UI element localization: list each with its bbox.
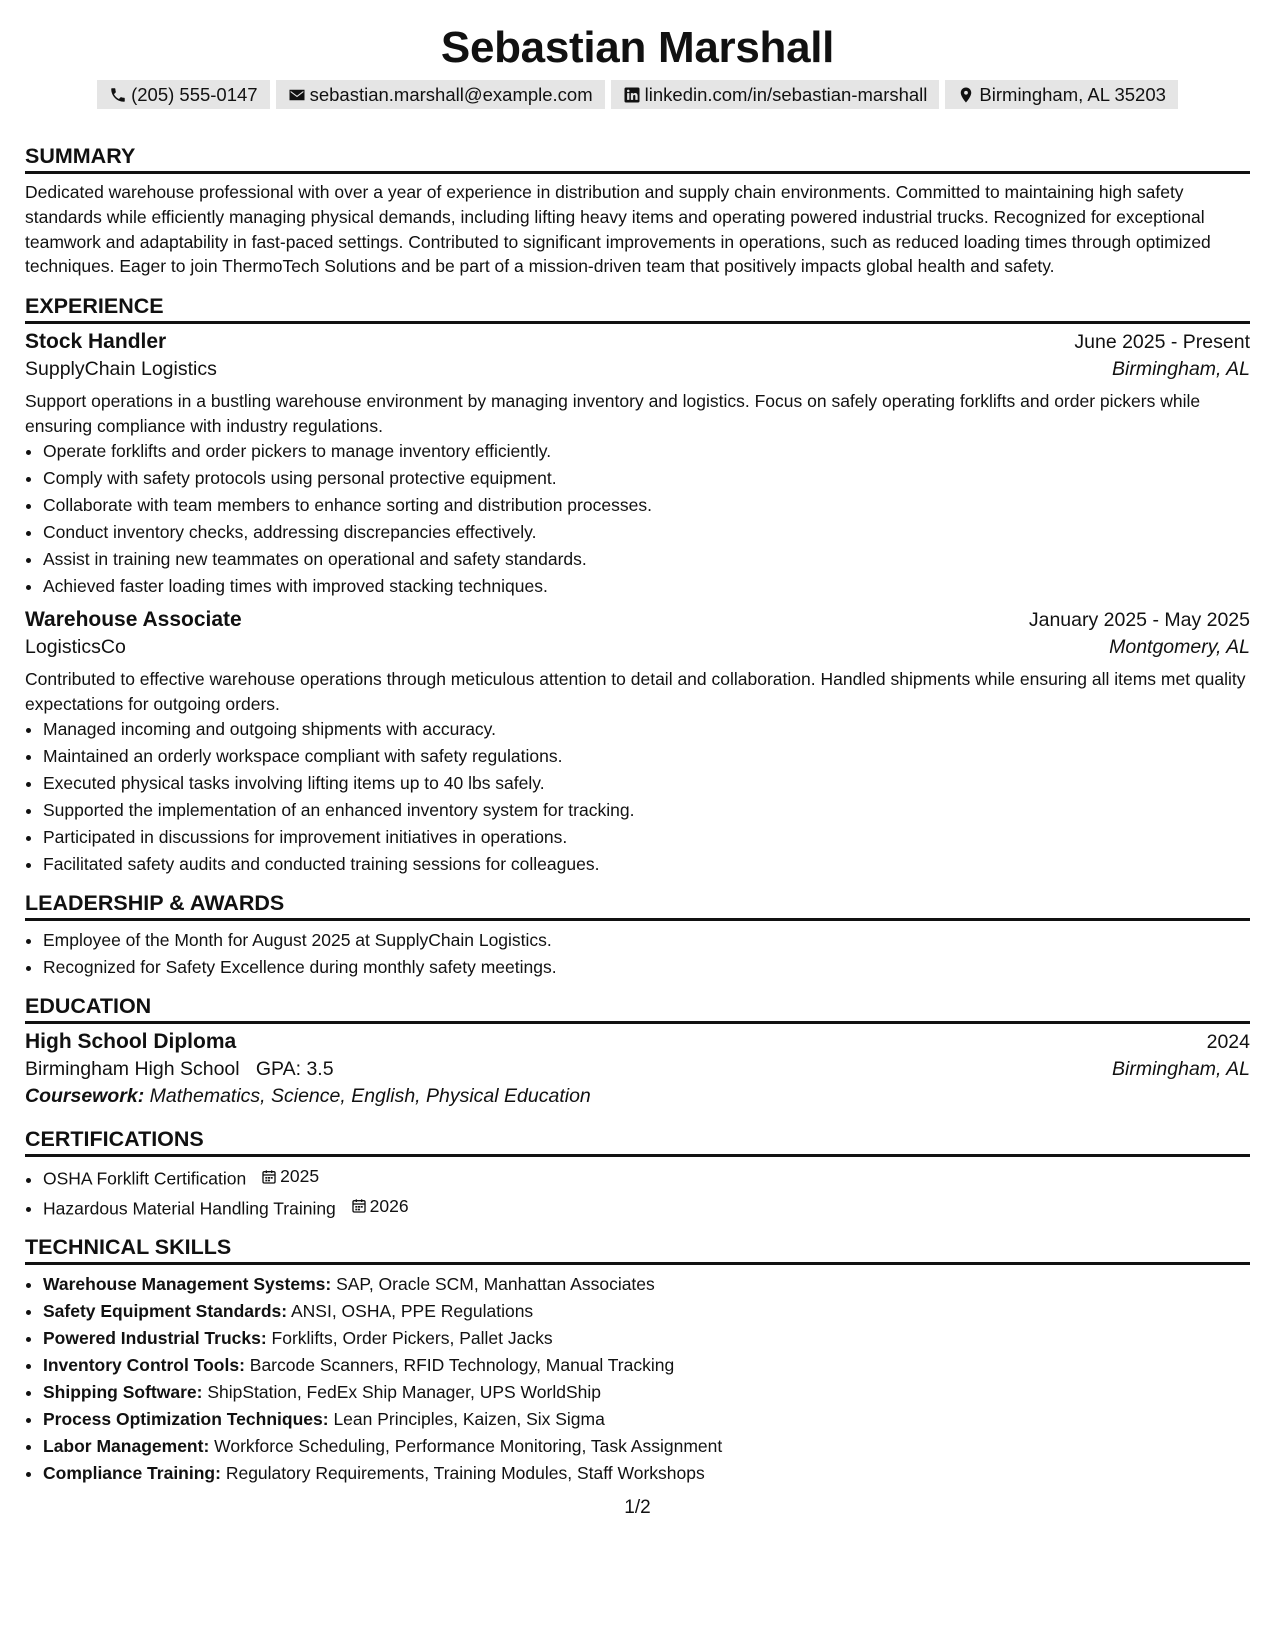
skill-label: Shipping Software: bbox=[43, 1382, 203, 1403]
degree-title: High School Diploma bbox=[25, 1030, 237, 1054]
calendar-icon bbox=[261, 1169, 277, 1185]
list-item: • Conduct inventory checks, addressing discrepancies effectively. bbox=[43, 519, 1250, 546]
list-item bbox=[43, 1163, 1250, 1193]
section-title-education: EDUCATION bbox=[25, 994, 152, 1019]
job-entry bbox=[25, 330, 1250, 600]
job-description: Support operations in a bustling warehouse environment by managing inventory and logistics. Focus on safely operating forklifts and order pickers while ensuring compliance with industry regulations. bbox=[25, 391, 1201, 436]
contact-linkedin[interactable] bbox=[611, 80, 940, 109]
section-divider bbox=[25, 918, 1250, 921]
contact-email[interactable] bbox=[276, 80, 605, 109]
skill-value: Regulatory Requirements, Training Modules, Staff Workshops bbox=[225, 1463, 705, 1484]
list-item bbox=[43, 1433, 1250, 1460]
certifications-section bbox=[25, 1126, 1250, 1222]
section-divider bbox=[25, 1154, 1250, 1157]
phone-icon bbox=[109, 86, 127, 104]
list-item: • Managed incoming and outgoing shipments with accuracy. bbox=[43, 716, 1250, 743]
linkedin-icon bbox=[623, 86, 641, 104]
contact-bar bbox=[25, 80, 1250, 109]
school-line bbox=[25, 1058, 334, 1081]
calendar-icon bbox=[351, 1198, 367, 1214]
section-divider bbox=[25, 321, 1250, 324]
job-company: SupplyChain Logistics bbox=[25, 358, 217, 381]
summary-section bbox=[25, 143, 1250, 279]
education-section bbox=[25, 993, 1250, 1108]
coursework-text: Mathematics, Science, English, Physical Education bbox=[149, 1085, 591, 1108]
skills-list bbox=[25, 1271, 1250, 1487]
leadership-section bbox=[25, 890, 1250, 981]
skill-label: Labor Management: bbox=[43, 1436, 210, 1457]
job-entry bbox=[25, 608, 1250, 878]
linkedin-text: linkedin.com/in/sebastian-marshall bbox=[644, 84, 928, 105]
experience-section bbox=[25, 293, 1250, 878]
job-title: Warehouse Associate bbox=[25, 608, 242, 632]
summary-text: Dedicated warehouse professional with over a year of experience in distribution and supply chain environments. Committed to maintaining high safety standards while efficiently managing physical demands, including lifting heavy items and operating powered industrial trucks. Recognized for exceptional teamwork and adaptability in fast-paced settings. Contributed to significant improvements in operations, such as reduced loading times through optimized techniques. Eager to join ThermoTech Solutions and be part of a mission-driven team that positively impacts global health and safety. bbox=[25, 182, 1211, 277]
section-title-summary: SUMMARY bbox=[25, 144, 136, 168]
job-description: Contributed to effective warehouse operations through meticulous attention to detail and collaboration. Handled shipments while ensuring all items met quality expectations for outgoing orders. bbox=[25, 669, 1246, 714]
skill-value: Workforce Scheduling, Performance Monitoring, Task Assignment bbox=[214, 1436, 723, 1457]
list-item bbox=[43, 1379, 1250, 1406]
contact-phone[interactable] bbox=[97, 80, 270, 109]
certification-name: Hazardous Material Handling Training bbox=[43, 1198, 336, 1219]
job-company: LogisticsCo bbox=[25, 636, 126, 659]
skills-section bbox=[25, 1234, 1250, 1487]
skill-value: SAP, Oracle SCM, Manhattan Associates bbox=[336, 1274, 655, 1295]
skill-label: Safety Equipment Standards: bbox=[43, 1301, 288, 1322]
certifications-list bbox=[25, 1163, 1250, 1222]
phone-text: (205) 555-0147 bbox=[131, 84, 258, 105]
section-divider bbox=[25, 171, 1250, 174]
section-title-leadership: LEADERSHIP & AWARDS bbox=[25, 891, 285, 916]
list-item: • Collaborate with team members to enhance sorting and distribution processes. bbox=[43, 492, 1250, 519]
skill-value: Barcode Scanners, RFID Technology, Manual Tracking bbox=[249, 1355, 675, 1376]
map-pin-icon bbox=[957, 86, 975, 104]
certification-name: OSHA Forklift Certification bbox=[43, 1168, 247, 1189]
list-item: • Comply with safety protocols using personal protective equipment. bbox=[43, 465, 1250, 492]
list-item: • Recognized for Safety Excellence during monthly safety meetings. bbox=[43, 954, 1250, 981]
skill-label: Warehouse Management Systems: bbox=[43, 1274, 332, 1295]
envelope-icon bbox=[288, 86, 306, 104]
skill-value: Lean Principles, Kaizen, Six Sigma bbox=[333, 1409, 605, 1430]
section-title-experience: EXPERIENCE bbox=[25, 294, 164, 319]
job-title: Stock Handler bbox=[25, 330, 167, 354]
skill-value: Forklifts, Order Pickers, Pallet Jacks bbox=[271, 1328, 553, 1349]
gpa: GPA: 3.5 bbox=[255, 1058, 334, 1081]
job-dates: June 2025 - Present bbox=[1074, 331, 1250, 354]
list-item: • Facilitated safety audits and conducted training sessions for colleagues. bbox=[43, 851, 1250, 878]
list-item: • Executed physical tasks involving lifting items up to 40 lbs safely. bbox=[43, 770, 1250, 797]
job-bullets bbox=[25, 716, 1250, 878]
skill-label: Inventory Control Tools: bbox=[43, 1355, 245, 1376]
list-item bbox=[43, 1298, 1250, 1325]
list-item: • Employee of the Month for August 2025 at SupplyChain Logistics. bbox=[43, 927, 1250, 954]
job-bullets bbox=[25, 438, 1250, 600]
list-item: • Supported the implementation of an enhanced inventory system for tracking. bbox=[43, 797, 1250, 824]
candidate-name: Sebastian Marshall bbox=[440, 23, 835, 72]
school-location: Birmingham, AL bbox=[1112, 1058, 1250, 1081]
skill-label: Process Optimization Techniques: bbox=[43, 1409, 329, 1430]
skill-label: Compliance Training: bbox=[43, 1463, 221, 1484]
list-item: • Assist in training new teammates on operational and safety standards. bbox=[43, 546, 1250, 573]
coursework-label: Coursework: bbox=[25, 1085, 145, 1108]
section-divider bbox=[25, 1021, 1250, 1024]
list-item bbox=[43, 1406, 1250, 1433]
awards-list bbox=[25, 927, 1250, 981]
coursework-line bbox=[25, 1085, 1250, 1108]
list-item: • Participated in discussions for improvement initiatives in operations. bbox=[43, 824, 1250, 851]
contact-location bbox=[945, 80, 1177, 109]
skill-value: ShipStation, FedEx Ship Manager, UPS WorldShip bbox=[207, 1382, 601, 1403]
list-item bbox=[43, 1325, 1250, 1352]
job-location: Montgomery, AL bbox=[1109, 636, 1250, 659]
page-number: 1/2 bbox=[624, 1497, 651, 1518]
certification-year: 2025 bbox=[280, 1166, 320, 1187]
section-divider bbox=[25, 1262, 1250, 1265]
list-item: • Maintained an orderly workspace compliant with safety regulations. bbox=[43, 743, 1250, 770]
list-item bbox=[43, 1193, 1250, 1223]
list-item: • Achieved faster loading times with improved stacking techniques. bbox=[43, 573, 1250, 600]
job-dates: January 2025 - May 2025 bbox=[1028, 609, 1250, 632]
location-text: Birmingham, AL 35203 bbox=[979, 84, 1166, 105]
resume-page bbox=[25, 0, 1250, 1487]
list-item bbox=[43, 1460, 1250, 1487]
job-location: Birmingham, AL bbox=[1112, 358, 1250, 381]
list-item bbox=[43, 1352, 1250, 1379]
email-text: sebastian.marshall@example.com bbox=[309, 84, 593, 105]
skill-value: ANSI, OSHA, PPE Regulations bbox=[290, 1301, 534, 1322]
section-title-certifications: CERTIFICATIONS bbox=[25, 1127, 204, 1152]
list-item bbox=[43, 1271, 1250, 1298]
certification-year: 2026 bbox=[369, 1195, 409, 1216]
skill-label: Powered Industrial Trucks: bbox=[43, 1328, 267, 1349]
section-title-skills: TECHNICAL SKILLS bbox=[25, 1235, 232, 1260]
graduation-year: 2024 bbox=[1206, 1031, 1250, 1054]
list-item: • Operate forklifts and order pickers to manage inventory efficiently. bbox=[43, 438, 1250, 465]
school-name: Birmingham High School bbox=[25, 1058, 240, 1081]
